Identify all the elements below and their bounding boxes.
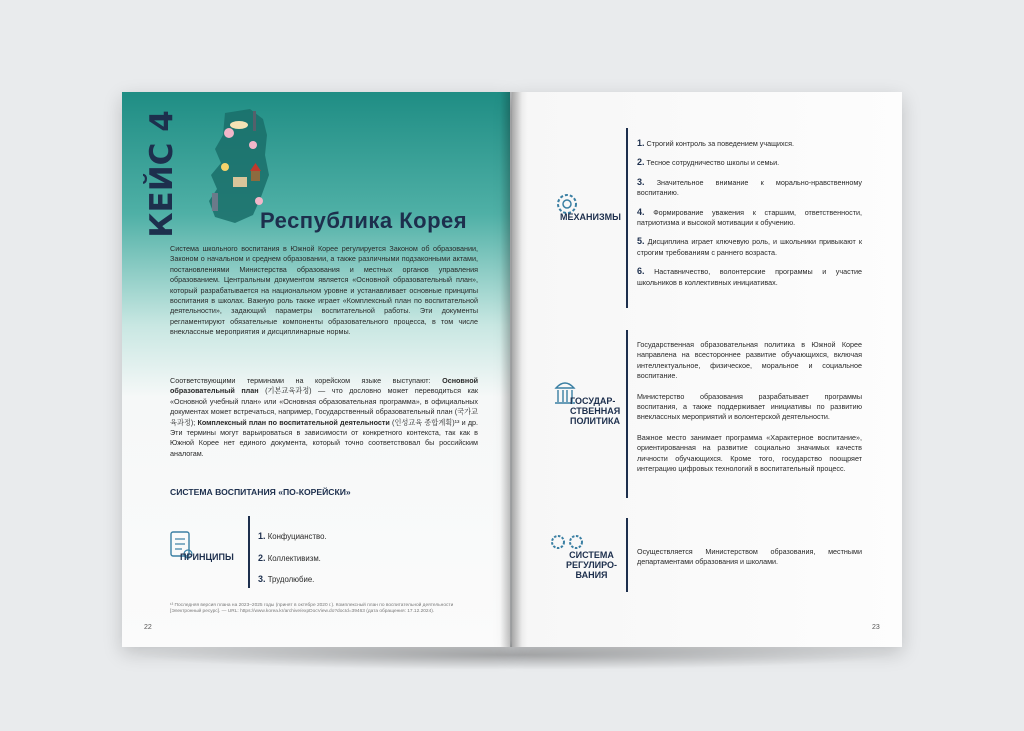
principles-divider	[248, 516, 250, 588]
state-policy-label: ГОСУДАР- СТВЕННАЯ ПОЛИТИКА	[570, 396, 621, 426]
list-item: 2. Тесное сотрудничество школы и семьи.	[637, 157, 780, 168]
list-item: 5. Дисциплина играет ключевую роль, и школьники привыкают к строгим требованиям с раннего возраста.	[637, 236, 863, 257]
term-complex-plan: Комплексный план по воспитательной деятельности	[197, 417, 390, 427]
list-item: 1. Строгий контроль за поведением учащихся.	[637, 138, 795, 148]
list-item: 2. Коллективизм.	[258, 552, 321, 563]
system-heading: СИСТЕМА ВОСПИТАНИЯ «ПО-КОРЕЙСКИ»	[170, 487, 351, 497]
page-number-left: 22	[144, 624, 152, 631]
regulation-text: Осуществляется Министерством образования, местными департаментами образования и школами.	[637, 547, 862, 567]
term-basic-plan: Основной образовательный план	[170, 376, 478, 396]
list-item: 1. Конфуцианство.	[258, 531, 327, 541]
list-item: 3. Значительное внимание к морально-нравственному воспитанию.	[637, 176, 862, 198]
policy-text	[637, 340, 862, 474]
mechanisms-divider	[626, 128, 628, 308]
mechanisms-list	[637, 138, 862, 288]
principles-label: ПРИНЦИПЫ	[180, 552, 234, 562]
list-item: 6. Наставничество, волонтерские программы и участие школьников в коллективных инициативах.	[637, 266, 863, 287]
case-label: КЕЙС 4	[144, 110, 181, 238]
terms-paragraph: Соответствующими терминами на корейском языке выступают: Основной образовательный план (기본교육과정) — что дословно может переводиться как «Основной учебный план» или «Основная образовательная программа», в официальных документах может встречаться, например, Государственный образовательный план (국가교육과정); Комплексный план по воспитательной деятельности (인성교육 종합계획)¹³ и др. Эти термины могут варьироваться в зависимости от конкретного контекста, так как в Южной Корее нет единого документа, который точно соответствовал бы российским аналогам.	[170, 376, 479, 458]
regulation-divider	[626, 518, 628, 592]
list-item: 4. Формирование уважения к старшим, ответственности, патриотизма и высокой мотивации к обучению.	[637, 206, 862, 228]
principles-list	[258, 526, 327, 591]
policy-paragraph: Министерство образования разрабатывает программы воспитания, а также поддерживает инициативы по развитию внеклассных мероприятий и волонтерской деятельности.	[637, 391, 862, 422]
intro-paragraph: Система школьного воспитания в Южной Корее регулируется Законом об образовании, Законом о начальном и среднем образовании, а также различными подзаконными актами, постановлениями Министерства образования и местных органов управления образованием. Центральным документом является «Основной образовательный план», который разрабатывается на национальном уровне и устанавливает основные принципы воспитания в школах. Важную роль также играет «Комплексный план по воспитательной деятельности», задающий параметры воспитательной работы. Эти документы регламентируют обязательные компоненты образовательного процесса, в том числе внеклассные мероприятия и дисциплинарные нормы.	[170, 244, 478, 337]
settings-gears-icon	[548, 532, 588, 552]
footnote: ¹³ Последняя версия плана на 2023–2025 годы (принят в октябре 2020 г.). Комплексный план по воспитательной деятельности [Электронный ресурс]. — URL: https://www.korea.kr/archive/expDocView.do?docId=39463 (дата обращения: 17.12.2024).	[170, 603, 454, 614]
list-item: 3. Трудолюбие.	[258, 574, 315, 584]
mechanisms-label: МЕХАНИЗМЫ	[560, 212, 621, 222]
policy-paragraph: Важное место занимает программа «Характерное воспитание», ориентированная на развитие социально значимых качеств личности обучающихся. Кроме того, государство поощряет интеграцию цифровых технологий в воспитательный процесс.	[637, 432, 862, 474]
page-number-right: 23	[872, 624, 880, 631]
book-spine	[500, 92, 522, 647]
policy-paragraph: Государственная образовательная политика в Южной Корее направлена на всестороннее развитие обучающихся, включая интеллектуальное, физическое, моральное и социальное воспитание.	[637, 340, 862, 381]
policy-divider	[626, 330, 628, 498]
page-title: Республика Корея	[260, 208, 468, 233]
regulation-label: СИСТЕМА РЕГУЛИРО- ВАНИЯ	[566, 550, 618, 580]
